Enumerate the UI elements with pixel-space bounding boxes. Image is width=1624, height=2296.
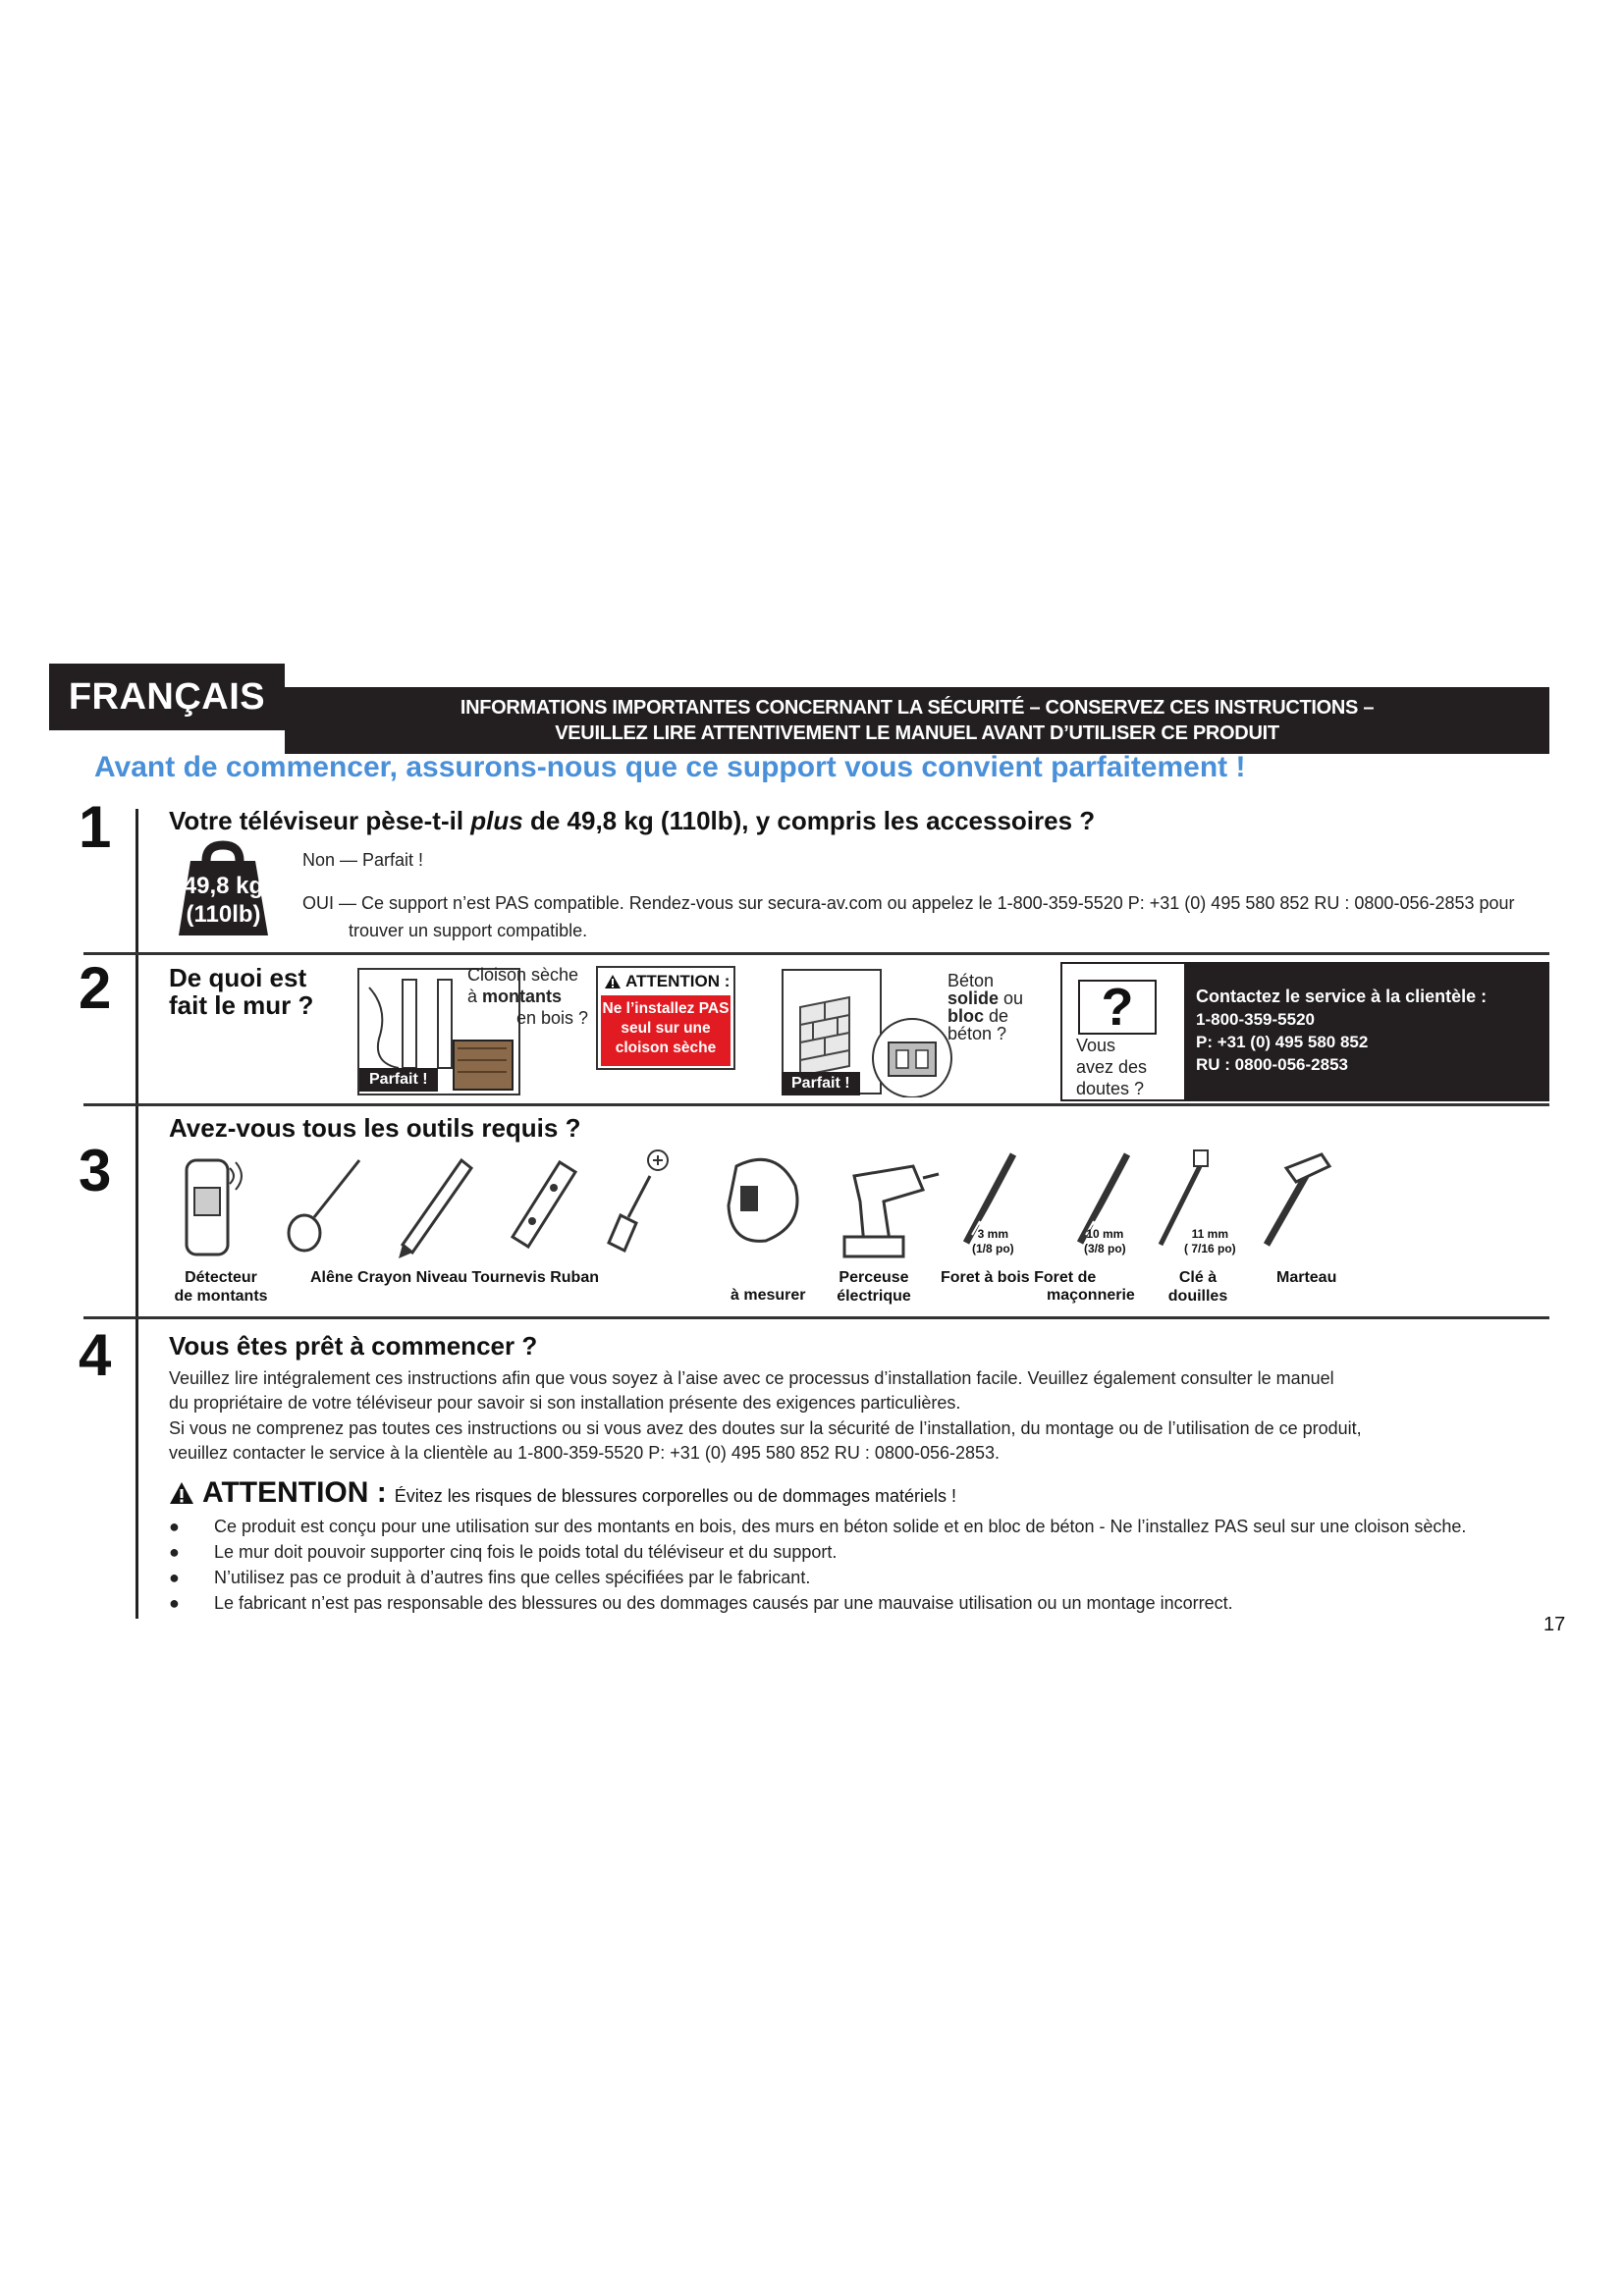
wood-badge: Parfait ! xyxy=(359,1068,438,1092)
para2-line1: Si vous ne comprenez pas toutes ces instructions ou si vous avez des doutes sur la sécurité de l’installation, du montage ou de l’utilisation de ce produit, xyxy=(169,1418,1362,1438)
attention-text: Évitez les risques de blessures corporelles ou de dommages matériels ! xyxy=(394,1485,957,1506)
stud-finder-icon xyxy=(187,1160,242,1255)
label-tool-row: Alêne Crayon Niveau Tournevis Ruban xyxy=(310,1269,599,1286)
weight-label xyxy=(177,872,270,929)
para1-line1: Veuillez lire intégralement ces instructions afin que vous soyez à l’aise avec ce processus d’installation facile. Veuillez également consulter le manuel xyxy=(169,1368,1334,1388)
contact-title: Contactez le service à la clientèle : xyxy=(1196,987,1488,1006)
bit3-po: ( 7/16 po) xyxy=(1184,1242,1236,1255)
bit2-mm: 10 mm xyxy=(1086,1227,1124,1241)
para1-line2: du propriétaire de votre téléviseur pour savoir si son installation présente des exigences particulières. xyxy=(169,1393,961,1413)
pencil-icon xyxy=(399,1160,471,1258)
level-icon xyxy=(513,1162,575,1247)
contact-info xyxy=(1184,964,1547,1099)
screwdriver-icon xyxy=(609,1150,668,1251)
label-socket: Clé à douilles xyxy=(1167,1269,1228,1305)
safety-header xyxy=(285,687,1549,754)
doubt-line3: doutes ? xyxy=(1076,1079,1145,1098)
warning-triangle-icon xyxy=(604,974,622,989)
step4-attention xyxy=(169,1476,956,1510)
step2-question-line2: fait le mur ? xyxy=(169,990,314,1020)
label-masonry: maçonnerie xyxy=(1047,1287,1135,1304)
bit3-mm: 11 mm xyxy=(1191,1227,1229,1241)
language-label: FRANÇAIS xyxy=(49,664,285,730)
doubt-caption xyxy=(1076,1035,1147,1099)
warning-body-line3: cloison sèche xyxy=(615,1040,717,1056)
bit2-size xyxy=(1084,1227,1126,1256)
left-rule xyxy=(135,809,138,1619)
answer-yes: OUI — Ce support n’est PAS compatible. Rendez-vous sur secura-av.com ou appelez le 1-800-359-5520 P: +31 (0) 495 580 852 RU : 0800-056-2853 pour xyxy=(302,893,1515,913)
hammer-icon xyxy=(1267,1154,1329,1245)
drill-icon xyxy=(844,1166,939,1256)
step-number-3: 3 xyxy=(79,1138,112,1203)
wood-caption xyxy=(467,964,588,1029)
bullet-item: ● Le mur doit pouvoir supporter cinq fois le poids total du téléviseur et du support. xyxy=(169,1542,838,1562)
contact-panel xyxy=(1060,962,1549,1101)
label-bits: Foret à bois Foret de xyxy=(941,1269,1097,1286)
step-number-4: 4 xyxy=(79,1322,112,1388)
attention-title: ATTENTION : xyxy=(202,1476,387,1509)
step2-question xyxy=(169,964,313,1019)
tape-measure-icon xyxy=(729,1159,797,1241)
contact-phone-us: 1-800-359-5520 xyxy=(1196,1010,1315,1029)
bullet-item: ● N’utilisez pas ce produit à d’autres fins que celles spécifiées par le fabricant. xyxy=(169,1568,811,1587)
bit1-mm: 3 mm xyxy=(977,1227,1009,1241)
divider-3 xyxy=(83,1316,1549,1319)
warning-body-line1: Ne l’installez PAS xyxy=(602,1000,730,1017)
concrete-caption-line3: bloc de xyxy=(947,1006,1009,1026)
warning-body-line2: seul sur une xyxy=(621,1020,711,1037)
step4-bullets xyxy=(169,1514,1466,1616)
step3-question: Avez-vous tous les outils requis ? xyxy=(169,1113,581,1143)
bullet-item: ● Le fabricant n’est pas responsable des blessures ou des dommages causés par une mauvaise utilisation ou un montage incorrect. xyxy=(169,1593,1233,1613)
bit3-size xyxy=(1184,1227,1236,1256)
step2-question-line1: De quoi est xyxy=(169,963,307,992)
step-number-2: 2 xyxy=(79,955,112,1021)
concrete-badge: Parfait ! xyxy=(782,1072,860,1095)
label-drill: Perceuse électrique xyxy=(837,1269,911,1305)
safety-header-line2: VEUILLEZ LIRE ATTENTIVEMENT LE MANUEL AVANT D’UTILISER CE PRODUIT xyxy=(555,722,1279,744)
contact-phone-uk: RU : 0800-056-2853 xyxy=(1196,1055,1348,1074)
step4-paragraph-1 xyxy=(169,1366,1334,1415)
divider-1 xyxy=(83,952,1549,955)
wood-caption-line2: à montants xyxy=(467,987,563,1006)
doubt-line1: Vous xyxy=(1076,1036,1116,1055)
label-hammer: Marteau xyxy=(1276,1269,1337,1286)
weight-kg: 49,8 kg xyxy=(183,873,264,899)
concrete-caption xyxy=(947,972,1023,1042)
warning-triangle-icon xyxy=(169,1481,194,1505)
question-mark-icon: ? xyxy=(1078,980,1157,1035)
contact-phone-nl: P: +31 (0) 495 580 852 xyxy=(1196,1033,1369,1051)
step-number-1: 1 xyxy=(79,794,112,860)
wood-caption-line3: en bois ? xyxy=(516,1008,589,1028)
bit1-po: (1/8 po) xyxy=(972,1242,1014,1255)
answer-no: Non — Parfait ! xyxy=(302,850,424,870)
para2-line2: veuillez contacter le service à la clientèle au 1-800-359-5520 P: +31 (0) 495 580 852 RU : 0800-056-2853. xyxy=(169,1443,1001,1463)
awl-icon xyxy=(289,1160,359,1251)
divider-2 xyxy=(83,1103,1549,1106)
step4-paragraph-2 xyxy=(169,1416,1362,1466)
bit2-po: (3/8 po) xyxy=(1084,1242,1126,1255)
drywall-warning-title: ATTENTION : xyxy=(598,968,733,991)
wood-caption-line1: Cloison sèche xyxy=(467,965,579,985)
bit1-size xyxy=(972,1227,1014,1256)
label-stud-finder: Détecteur de montants xyxy=(174,1269,268,1305)
bullet-item: ● Ce produit est conçu pour une utilisation sur des montants en bois, des murs en béton solide et en bloc de béton - Ne l’installez PAS seul sur une cloison sèche. xyxy=(169,1517,1467,1536)
subtitle: Avant de commencer, assurons-nous que ce support vous convient parfaitement ! xyxy=(94,751,1246,783)
concrete-caption-line2: solide ou xyxy=(947,988,1024,1008)
drywall-warning xyxy=(596,966,735,1070)
step1-question: Votre téléviseur pèse-t-il plus de 49,8 kg (110lb), y compris les accessoires ? xyxy=(169,806,1096,835)
page-number: 17 xyxy=(1543,1614,1566,1635)
weight-lb: (110lb) xyxy=(186,901,261,928)
concrete-caption-line1: Béton xyxy=(947,971,995,990)
step4-question: Vous êtes prêt à commencer ? xyxy=(169,1331,538,1361)
doubt-line2: avez des xyxy=(1076,1057,1148,1077)
drywall-warning-body xyxy=(601,995,731,1066)
concrete-caption-line4: béton ? xyxy=(947,1024,1007,1043)
safety-header-line1: INFORMATIONS IMPORTANTES CONCERNANT LA SÉCURITÉ – CONSERVEZ CES INSTRUCTIONS – xyxy=(460,697,1375,719)
label-tape: à mesurer xyxy=(731,1287,806,1304)
answer-yes-cont: trouver un support compatible. xyxy=(349,921,588,940)
